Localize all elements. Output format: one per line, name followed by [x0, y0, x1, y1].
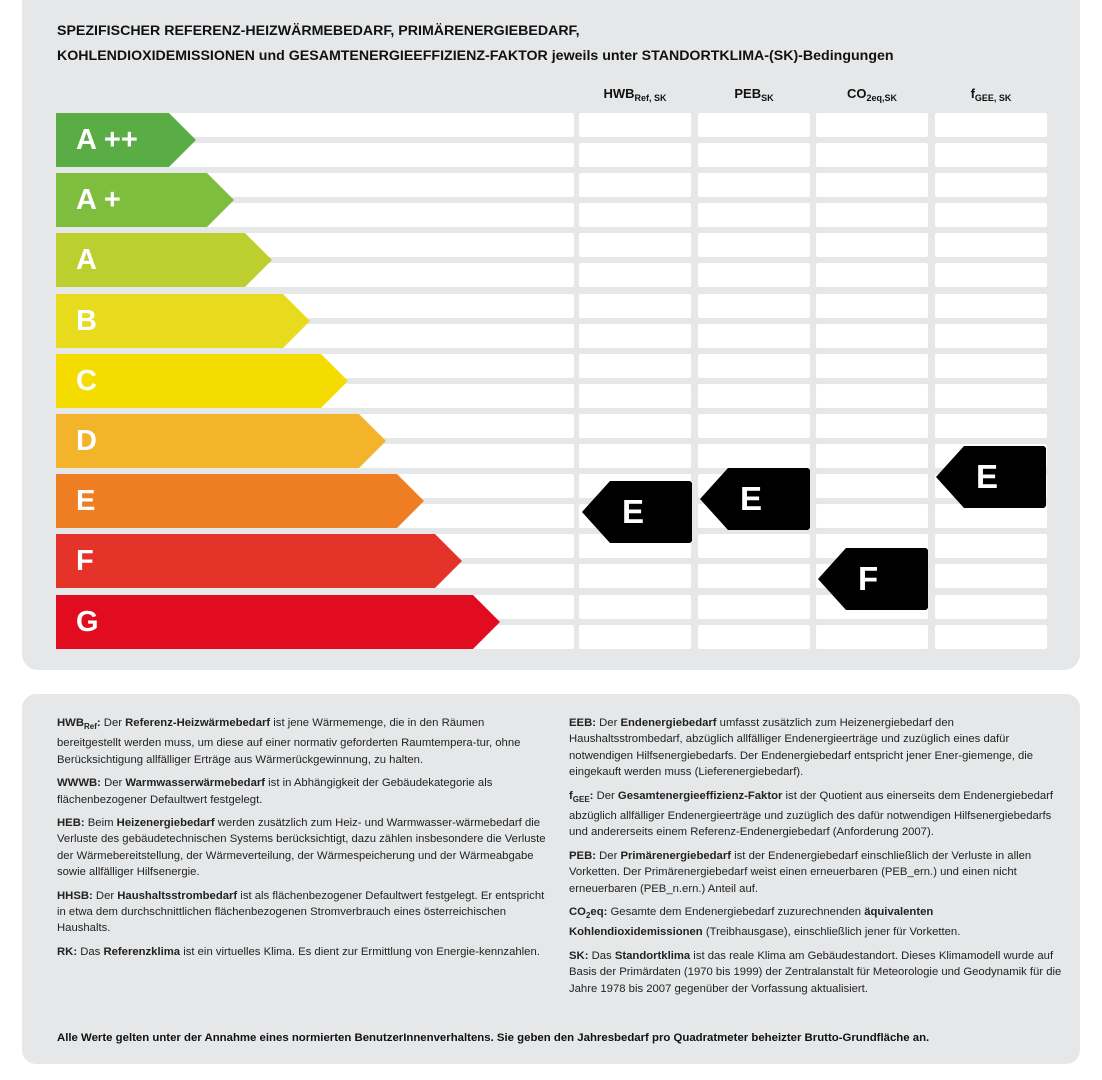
grid-cell — [816, 324, 928, 348]
grid-cell — [935, 173, 1047, 197]
definition-heb: HEB: Beim Heizenergiebedarf werden zusätzlich zum Heiz- und Warmwasser-wärmebedarf die Verluste des gebäudetechnischen Systems berücksichtigt, dazu zählen insbesondere die Verluste der Wärmebereitstellung, der Wärmeverteilung, der Wärmespeicherung und der Wärmeabgabe sowie allfälliger Hilfsenergie. — [57, 817, 546, 879]
grid-cell — [816, 444, 928, 468]
rating-marker-hwb — [582, 481, 694, 543]
grid-cell — [698, 595, 810, 619]
grid-cell — [816, 203, 928, 227]
energy-class-e — [56, 474, 424, 528]
definition-term: HHSB: — [57, 889, 96, 902]
definition-wwwb: WWWB: Der Warmwasserwärmebedarf ist in Abhängigkeit der Gebäudekategorie als flächenbezogener Defaultwert festgelegt. — [57, 777, 493, 806]
grid-cell — [816, 173, 928, 197]
grid-cell — [935, 143, 1047, 167]
energy-class-arrow — [56, 474, 424, 528]
definition-term: $CO_2eq$: — [569, 906, 611, 921]
rating-marker-co2 — [818, 548, 930, 610]
definition-term: PEB: — [569, 849, 600, 862]
grid-cell — [579, 595, 691, 619]
grid-cell — [579, 414, 691, 438]
definition-hhsb: HHSB: Der Haushaltsstrombedarf ist als flächenbezogener Defaultwert festgelegt. Er entspricht in etwa dem durchschnittlichen flächenbezogenen Stromverbrauch eines österreichischen Haushalts. — [57, 889, 545, 935]
grid-cell — [698, 384, 810, 408]
grid-cell — [816, 233, 928, 257]
definition-peb: PEB: Der Primärenergiebedarf ist der Endenergiebedarf einschließlich der Verluste in allen Vorketten. Der Primärenergiebedarf weist einen erneuerbaren (PEB_ern.) und einen nicht erneuerbaren (PEB_n.ern.) Anteil auf. — [569, 849, 1032, 895]
page-title-line-1: SPEZIFISCHER REFERENZ-HEIZWÄRMEBEDARF, PRIMÄRENERGIEBEDARF, — [57, 23, 580, 39]
grid-cell — [579, 354, 691, 378]
definition-term: $HWB_{Ref}$: — [57, 717, 104, 731]
grid-cell — [935, 233, 1047, 257]
energy-class-arrow — [56, 354, 348, 408]
energy-class-label: F — [76, 545, 94, 578]
grid-cell — [698, 233, 810, 257]
grid-cell — [935, 414, 1047, 438]
definition-hwb: $HWB_{Ref}$: Der Referenz-Heizwärmebedarf ist jene Wärmemenge, die in den Räumen bereitgestellt werden muss, um diese auf einer normativ geforderten Raumtempera-tur, ohne Berücksichtigung allfälliger Erträge aus Wärmerückgewinnung, zu halten. — [57, 717, 521, 766]
grid-cell — [579, 173, 691, 197]
definitions-left-column — [57, 715, 547, 967]
energy-class-arrow — [56, 414, 386, 468]
grid-cell — [816, 263, 928, 287]
grid-cell — [579, 233, 691, 257]
grid-cell — [698, 294, 810, 318]
energy-class-aplusplus — [56, 113, 196, 167]
definition-f: $f_{GEE}$: Der Gesamtenergieeffizienz-Faktor ist der Quotient aus einerseits dem Endenergiebedarf abzüglich allfälliger Endenergieerträge und zuzüglich des dafür notwendigen Hilfsenergiebedarfs und andererseits einem Referenz-Endenergiebedarf (Anforderung 2007). — [569, 789, 1054, 839]
grid-cell — [698, 444, 810, 468]
grid-cell — [698, 263, 810, 287]
definition-eeb: EEB: Der Endenergiebedarf umfasst zusätzlich zum Heizenergiebedarf den Haushaltsstrombedarf, abzüglich allfälliger Endenergieerträge und zuzüglich eines dafür notwendigen Hilfsenergiebedarfs. Der Endenergiebedarf entspricht jener Ener-giemenge, die eingekauft werden muss (Lieferenergiebedarf). — [569, 717, 1034, 779]
grid-cell — [816, 414, 928, 438]
energy-class-d — [56, 414, 386, 468]
grid-cell — [579, 263, 691, 287]
definition-term: $f_{GEE}$: — [569, 789, 597, 804]
grid-cell — [579, 625, 691, 649]
grid-cell — [698, 625, 810, 649]
definition-term: WWWB: — [57, 777, 105, 790]
energy-class-c — [56, 354, 348, 408]
definition-co: $CO_2eq$: Gesamte dem Endenergiebedarf zuzurechnenden äquivalenten Kohlendioxidemissionen (Treibhausgase), einschließlich jener für Vorketten. — [569, 906, 961, 939]
rating-marker-label: F — [858, 560, 879, 597]
grid-cell — [816, 354, 928, 378]
energy-class-f — [56, 534, 462, 588]
grid-cell — [816, 474, 928, 498]
grid-cell — [698, 414, 810, 438]
grid-cell — [935, 354, 1047, 378]
grid-cell — [935, 263, 1047, 287]
grid-cell — [816, 384, 928, 408]
definition-term: SK: — [569, 949, 592, 962]
grid-cell — [579, 143, 691, 167]
grid-cell — [935, 203, 1047, 227]
grid-cell — [579, 113, 691, 137]
grid-cell — [935, 595, 1047, 619]
definition-term: HEB: — [57, 817, 88, 830]
page-title-line-2: KOHLENDIOXIDEMISSIONEN und GESAMTENERGIEEFFIZIENZ-FAKTOR jeweils unter STANDORTKLIMA-(SK)-Bedingungen — [57, 48, 894, 64]
grid-cell — [698, 143, 810, 167]
energy-class-g — [56, 595, 500, 649]
rating-marker-fgee — [936, 446, 1048, 508]
grid-cell — [816, 294, 928, 318]
column-header-hwb: $HWB_{Ref, SK}$ — [603, 86, 667, 103]
grid-cell — [698, 113, 810, 137]
energy-class-label: A + — [76, 184, 121, 217]
definition-term: RK: — [57, 945, 81, 958]
grid-cell — [935, 324, 1047, 348]
grid-cell — [579, 324, 691, 348]
energy-class-label: D — [76, 425, 97, 457]
grid-cell — [698, 324, 810, 348]
grid-cell — [816, 504, 928, 528]
energy-class-label: A — [76, 244, 97, 277]
grid-cell — [935, 294, 1047, 318]
grid-cell — [816, 113, 928, 137]
definition-rk: RK: Das Referenzklima ist ein virtuelles Klima. Es dient zur Ermittlung von Energie-kennzahlen. — [57, 945, 540, 958]
definition-sk: SK: Das Standortklima ist das reale Klima am Gebäudestandort. Dieses Klimamodell wurde auf Basis der Primärdaten (1970 bis 1999) der Zentralanstalt für Meteorologie und Geodynamik für die Jahre 1978 bis 2007 gegenüber der Vorfassung aktualisiert. — [569, 949, 1062, 995]
definition-term: EEB: — [569, 717, 600, 729]
energy-class-aplus — [56, 173, 234, 227]
energy-class-a — [56, 233, 272, 287]
definitions-right-column — [569, 715, 1064, 1004]
grid-cell — [698, 203, 810, 227]
grid-cell — [935, 625, 1047, 649]
grid-cell — [935, 384, 1047, 408]
column-header-fgee: $f_{GEE, SK}$ — [970, 86, 1012, 103]
grid-cell — [698, 173, 810, 197]
rating-marker-peb — [700, 468, 812, 530]
grid-cell — [579, 564, 691, 588]
energy-class-arrow — [56, 534, 462, 588]
energy-class-label: B — [76, 304, 97, 337]
energy-class-arrow — [56, 595, 500, 649]
energy-class-label: E — [76, 485, 96, 518]
energy-class-label: A ++ — [76, 124, 138, 156]
energy-class-label: C — [76, 364, 97, 397]
footnote: Alle Werte gelten unter der Annahme eines normierten BenutzerInnenverhaltens. Sie geben den Jahresbedarf pro Quadratmeter beheizter Brutto-Grundfläche an. — [57, 1032, 930, 1044]
column-header-peb: $PEB_{SK}$ — [734, 86, 774, 103]
grid-cell — [935, 534, 1047, 558]
grid-cell — [816, 625, 928, 649]
grid-cell — [579, 444, 691, 468]
grid-cell — [698, 534, 810, 558]
grid-cell — [579, 203, 691, 227]
energy-class-b — [56, 294, 310, 348]
grid-cell — [579, 384, 691, 408]
rating-marker-label: E — [622, 493, 645, 530]
grid-cell — [698, 354, 810, 378]
grid-cell — [579, 294, 691, 318]
grid-cell — [935, 113, 1047, 137]
column-header-co2: $CO_{2eq,SK}$ — [846, 86, 897, 103]
rating-marker-label: E — [740, 480, 763, 517]
grid-cell — [698, 564, 810, 588]
rating-marker-label: E — [976, 458, 999, 495]
grid-cell — [816, 143, 928, 167]
energy-class-label: G — [76, 605, 99, 638]
grid-cell — [935, 564, 1047, 588]
